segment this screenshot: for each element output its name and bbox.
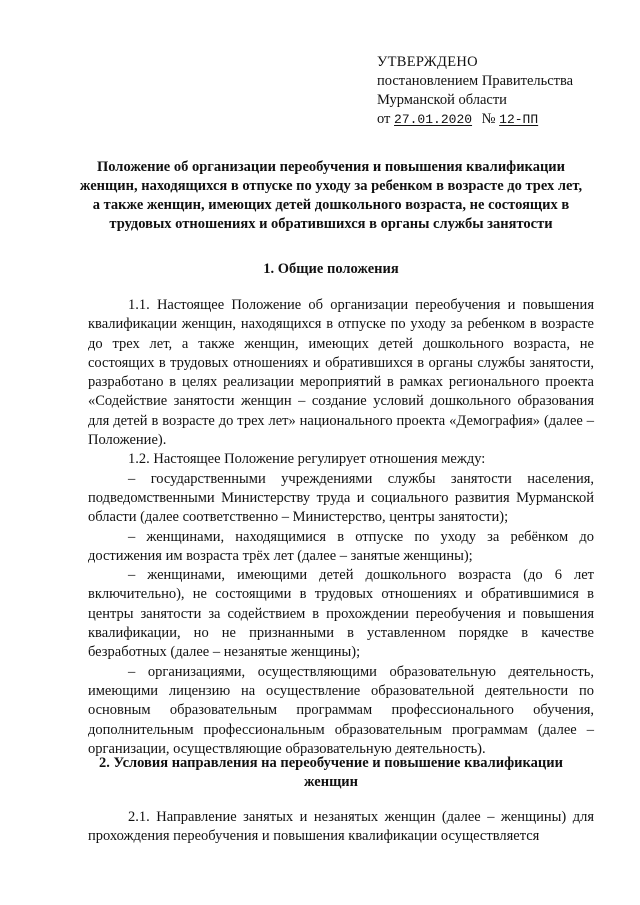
approval-heading: УТВЕРЖДЕНО	[377, 54, 478, 70]
approval-line-2: Мурманской области	[377, 92, 507, 108]
paragraph-1-1: 1.1. Настоящее Положение об организации переобучения и повышения квалификации женщин, находящихся в отпуске по уходу за ребенком в возрасте до трех лет, а также женщин, имеющих детей дошкольного возраста, не состоящих в трудовых отношениях и обратившихся в органы службы занятости, разработано в целях реализации мероприятий в рамках регионального проекта «Содействие занятости женщин – создание условий дошкольного образования для детей в возрасте до трех лет» национального проекта «Демография» (далее – Положение).	[88, 297, 594, 449]
approval-date-prefix: от	[377, 111, 391, 127]
section-1-body	[88, 296, 594, 759]
section-2-heading: 2. Условия направления на переобучение и повышение квалификации женщин	[99, 755, 563, 790]
list-item-unemployed-women: – женщинами, имеющими детей дошкольного возраста (до 6 лет включительно), не состоящими в трудовых отношениях и обратившимися в центры занятости за содействием в прохождении переобучения и повышения квалификации, но не признанными в уставленном порядке в качестве безработных (далее – незанятые женщины);	[88, 567, 594, 661]
section-1-heading: 1. Общие положения	[263, 261, 399, 277]
list-item-employed-women: – женщинами, находящимися в отпуске по уходу за ребёнком до достижения им возраста трёх лет (далее – занятые женщины);	[88, 528, 594, 564]
approval-date-value: 27.01.2020	[394, 112, 473, 127]
list-item-educational-organizations: – организациями, осуществляющими образовательную деятельность, имеющими лицензию на осуществление образовательной деятельности по основным образовательным программам профессионального обучения, дополнительным профессиональным образовательным программам (далее – организации, осуществляющие образовательную деятельность).	[88, 663, 594, 757]
list-item-service-institutions: – государственными учреждениями службы занятости населения, подведомственными Министерству труда и социального развития Мурманской области (далее соответственно – Министерство, центры занятости);	[88, 470, 594, 526]
approval-stamp	[377, 53, 573, 129]
paragraph-2-1: 2.1. Направление занятых и незанятых женщин (далее – женщины) для прохождения переобучения и повышения квалификации осуществляется	[88, 809, 594, 845]
approval-number-sign: №	[481, 111, 496, 127]
document-title: Положение об организации переобучения и повышения квалификации женщин, находящихся в отпуске по уходу за ребенком в возрасте до трех лет, а также женщин, имеющих детей дошкольного возраста, не состоящих в трудовых отношениях и обратившихся в органы службы занятости	[79, 159, 583, 232]
approval-date-line	[377, 110, 573, 129]
section-2-body	[88, 808, 594, 847]
approval-line-1: постановлением Правительства	[377, 73, 574, 89]
approval-number-value: 12-ПП	[499, 112, 539, 127]
paragraph-1-2: 1.2. Настоящее Положение регулирует отношения между:	[128, 451, 486, 468]
